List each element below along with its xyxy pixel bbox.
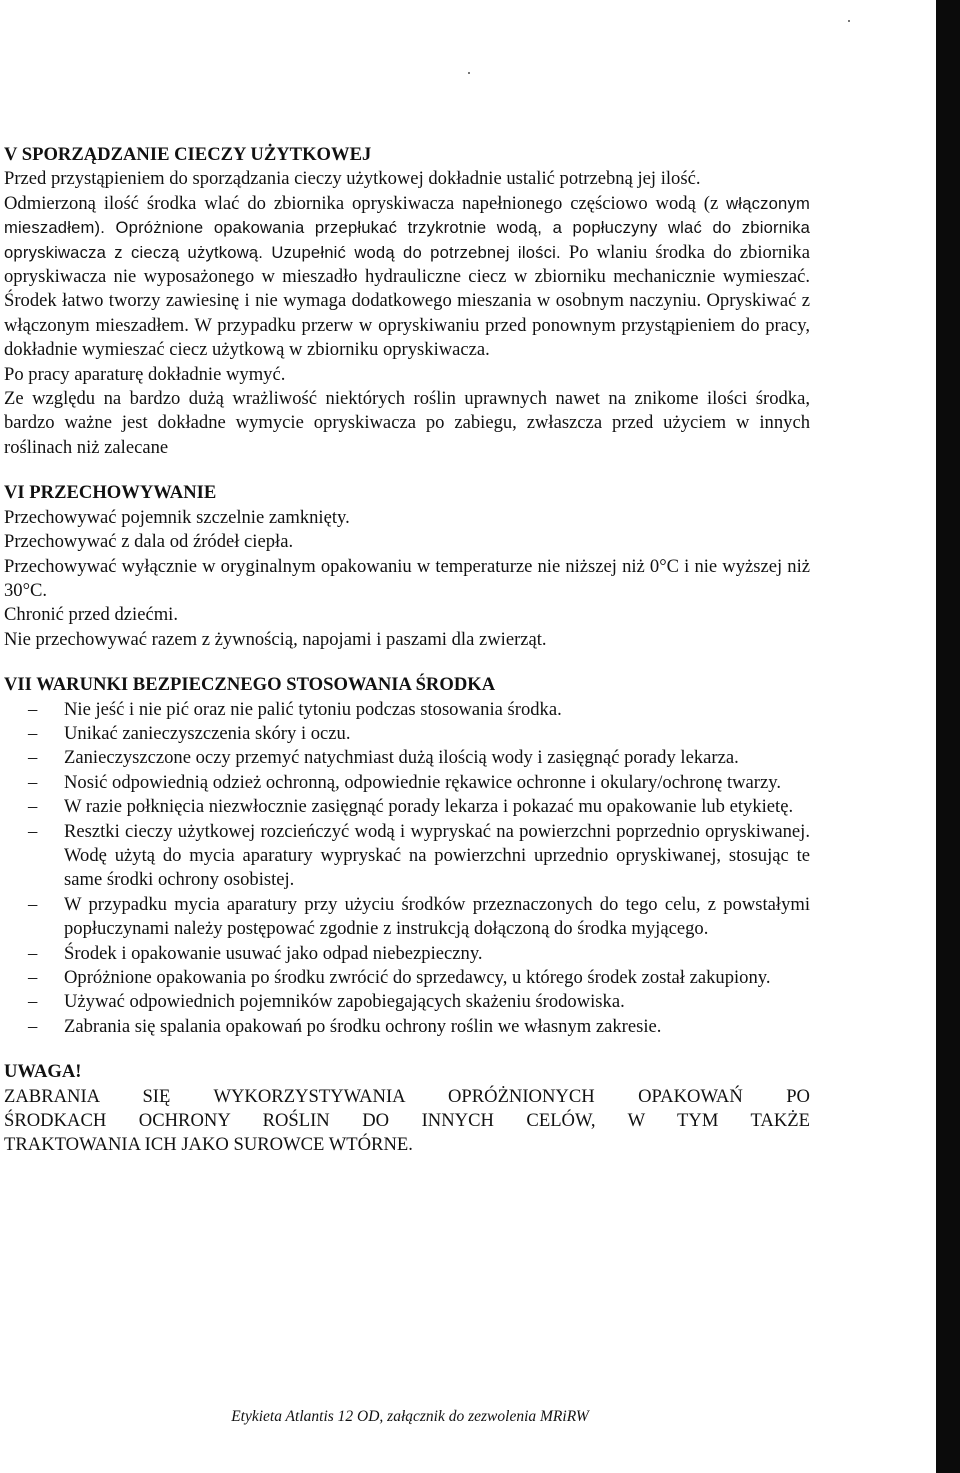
list-item: – W razie połknięcia niezwłocznie zasięgnąć porady lekarza i pokazać mu opakowanie lub etykietę. [4,795,810,819]
list-item: – Używać odpowiednich pojemników zapobiegających skażeniu środowiska. [4,990,810,1014]
warning-line: ŚRODKACH OCHRONY ROŚLIN DO INNYCH CELÓW, W TYM TAKŻE [4,1110,810,1132]
list-item: – Zabrania się spalania opakowań po środku ochrony roślin we własnym zakresie. [4,1015,810,1039]
storage-line: Przechowywać z dala od źródeł ciepła. [4,531,294,553]
storage-line: Nie przechowywać razem z żywnością, napojami i paszami dla zwierząt. [4,628,547,650]
list-item: – Środek i opakowanie usuwać jako odpad niebezpieczny. [4,942,810,966]
warning-line: TRAKTOWANIA ICH JAKO SUROWCE WTÓRNE. [4,1134,413,1156]
section-5-heading: V SPORZĄDZANIE CIECZY UŻYTKOWEJ [4,144,372,165]
label-document [4,143,810,1158]
text-line: Odmierzoną ilość środka wlać do zbiornika opryskiwacza napełnionego częściowo wodą (z [4,192,719,214]
section-6-heading: VI PRZECHOWYWANIE [4,482,217,504]
scan-edge-bar [936,0,960,1473]
storage-line: Przechowywać wyłącznie w oryginalnym opakowaniu w temperaturze nie niższej niż 0°C i nie wyższej niż 30°C. [4,555,810,601]
storage-line: Chronić przed dziećmi. [4,604,178,626]
text-line: Przed przystąpieniem do sporządzania cieczy użytkowej dokładnie ustalić potrzebną jej ilość. [4,168,701,190]
footer-caption: Etykieta Atlantis 12 OD, załącznik do zezwolenia MRiRW [231,1408,589,1425]
list-item: – Resztki cieczy użytkowej rozcieńczyć wodą i wypryskać na powierzchni poprzednio opryskiwanej. Wodę użytą do mycia aparatury wypryskać na powierzchni uprzednio opryskiwanej, stosując te same środki ochrony osobistej. [4,820,810,893]
list-item: – Nie jeść i nie pić oraz nie palić tytoniu podczas stosowania środka. [4,698,810,722]
section-5-paragraph-3: Ze względu na bardzo dużą wrażliwość niektórych roślin uprawnych nawet na znikome ilości środka, bardzo ważne jest dokładne wymycie opryskiwacza po zabiegu, zwłaszcza przed użyciem w innych roślinach niż zalecane [4,388,810,458]
list-item: – Unikać zanieczyszczenia skóry i oczu. [4,722,810,746]
list-item: – Nosić odpowiednią odzież ochronną, odpowiednie rękawice ochronne i okulary/ochronę twarzy. [4,771,810,795]
list-item: – Zanieczyszczone oczy przemyć natychmiast dużą ilością wody i zasięgnąć porady lekarza. [4,746,810,770]
scan-speck [468,72,470,74]
warning-line: ZABRANIA SIĘ WYKORZYSTYWANIA OPRÓŻNIONYCH OPAKOWAŃ PO [4,1085,810,1107]
list-item: – W przypadku mycia aparatury przy użyciu środków przeznaczonych do tego celu, z powstałymi popłuczynami należy postępować zgodnie z instrukcją dołączoną do środka myjącego. [4,893,810,942]
section-5-paragraph-2: Po pracy aparaturę dokładnie wymyć. [4,363,286,385]
text-segment: Po wlaniu środka do zbiornika opryskiwacza nie wyposażonego w mieszadło hydrauliczne ciecz w zbiorniku mechanicznie wymieszać. Środek łatwo tworzy zawiesinę i nie wymaga dodatkowego mieszania w osobnym naczyniu. Opryskiwać z włączonym mieszadłem. W przypadku przerw w opryskiwaniu przed ponownym przystąpieniem do pracy, dokładnie wymieszać ciecz użytkową w zbiorniku opryskiwacza. [4,241,810,361]
safety-list [4,698,810,1040]
section-5-paragraph [4,167,810,362]
scan-speck [848,20,850,22]
storage-line: Przechowywać pojemnik szczelnie zamknięty. [4,506,350,528]
warning-heading: UWAGA! [4,1061,82,1083]
list-item: – Opróżnione opakowania po środku zwrócić do sprzedawcy, u którego środek został zakupiony. [4,966,810,990]
sans-text-segment: włączonym mieszadłem). Opróżnione opakowania przepłukać trzykrotnie wodą, a popłuczyny wlać do zbiornika opryskiwacza z cieczą użytkową. Uzupełnić wodą do potrzebnej ilości. [4,193,810,262]
section-7-heading: VII WARUNKI BEZPIECZNEGO STOSOWANIA ŚRODKA [4,674,496,696]
